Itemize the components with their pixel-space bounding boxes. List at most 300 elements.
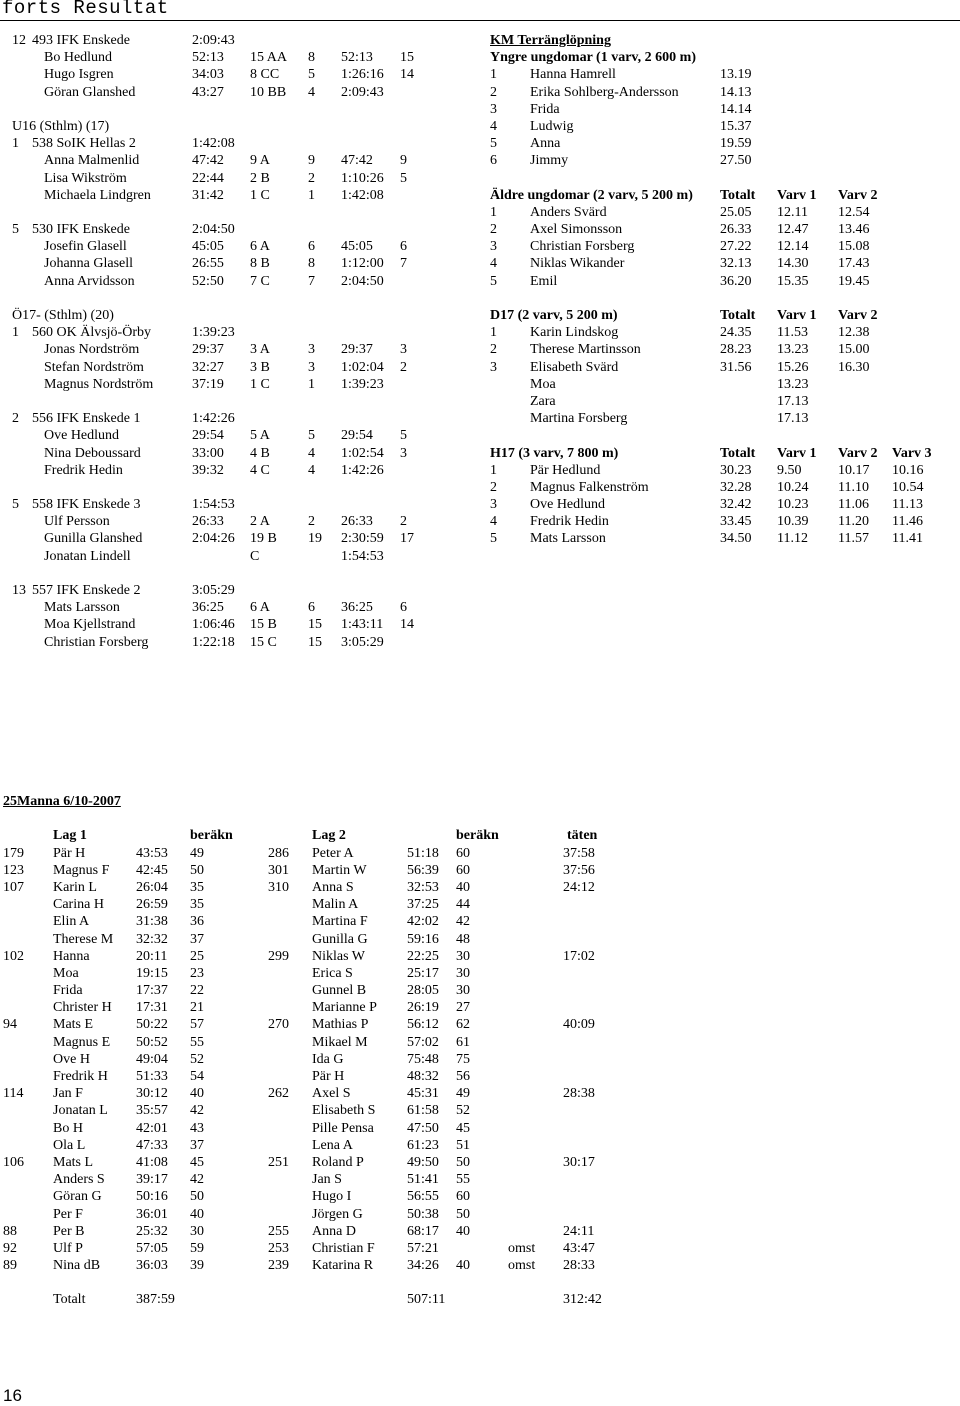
lag2-runner: Anna D [312,1223,356,1239]
result-row [490,152,960,169]
sum: 123 [3,862,24,878]
name: Christian Forsberg [530,239,635,255]
taeten-time: 28:33 [563,1258,595,1274]
lag2-time: 57:02 [407,1034,439,1050]
lag2-beraekn: 49 [456,1086,470,1102]
total: 33.45 [720,514,752,530]
leg-time: 1:06:46 [192,617,235,633]
total-rank: 6 [400,600,407,616]
lag2-runner: Axel S [312,1086,351,1102]
team-name: 493 IFK Enskede [32,33,130,48]
total-rank: 5 [400,170,407,186]
lag2-runner: Mikael M [312,1034,368,1050]
lap-1: 10.39 [777,514,809,530]
lap-1: 11.12 [777,531,808,547]
lag1-time: 25:32 [136,1223,168,1239]
manna-row [0,948,960,965]
manna-row [0,1240,960,1257]
lag2-beraekn: 75 [456,1051,470,1067]
lag1-time: 20:11 [136,948,168,964]
lap-1: 11.53 [777,325,808,341]
lag2-time: 22:25 [407,948,439,964]
runner-row [12,530,482,547]
page-number: 16 [3,1386,22,1405]
lag1-beraekn: 30 [190,1223,204,1239]
manna-totals [0,1291,960,1308]
spacer [12,101,482,118]
sum: 179 [3,845,24,861]
section-title: Äldre ungdomar (2 varv, 5 200 m) [490,187,693,203]
total-rank: 3 [400,445,407,461]
result-row [490,376,960,393]
lag1-beraekn: 37 [190,1137,204,1153]
manna-row [0,1016,960,1033]
lag2-time: 49:50 [407,1154,439,1170]
lag2-runner: Gunnel B [312,983,367,999]
lag2-beraekn: 50 [456,1206,470,1222]
lag1-header: Lag 1 [53,828,87,844]
team-position: 1 [12,325,19,341]
sum2: 255 [268,1223,289,1239]
lap-1: 10.24 [777,479,809,495]
team-position: 2 [12,411,19,427]
sum: 94 [3,1017,17,1033]
section-title: Yngre ungdomar (1 varv, 2 600 m) [490,50,696,66]
lap-1: 13.23 [777,376,809,392]
lag1-runner: Jan F [53,1086,83,1102]
name: Fredrik Hedin [530,514,609,530]
runner-row [12,634,482,651]
team-time: 1:39:23 [192,325,235,341]
lag2-runner: Gunilla G [312,931,368,947]
lap-2: 15.00 [838,342,870,358]
runner-row [12,341,482,358]
spacer [490,290,960,307]
name: Anders Svärd [530,204,607,220]
manna-row [0,896,960,913]
total-rank: 2 [400,359,407,375]
leg-place: 3 B [250,359,270,375]
lag1-beraekn: 21 [190,1000,204,1016]
total-time: 1:12:00 [341,256,384,272]
team-time: 2:09:43 [192,33,235,48]
lag2-runner: Mathias P [312,1017,369,1033]
team-position: 5 [12,497,19,513]
lap-1: 12.11 [777,204,808,220]
lag2-beraekn: 56 [456,1069,470,1084]
total-time: 1:43:11 [341,617,384,633]
total-time: 1:26:16 [341,67,384,83]
manna-row [0,1257,960,1274]
runner-name: Michaela Lindgren [44,187,151,203]
spacer [12,565,482,582]
lap-1: 10.23 [777,497,809,513]
lag1-beraekn: 43 [190,1120,204,1136]
leg-time: 31:42 [192,187,224,203]
leg-place: 10 BB [250,84,287,100]
leg-place: 8 CC [250,67,280,83]
lag2-runner: Jörgen G [312,1206,363,1222]
place: 2 [490,342,497,358]
total-rank: 2 [400,514,407,530]
leg-time: 26:33 [192,514,224,530]
place: 6 [490,153,497,169]
column-header: Totalt [720,445,756,461]
total: 15.37 [720,118,752,134]
lag1-runner: Nina dB [53,1258,101,1274]
taeten-time: 37:56 [563,862,595,878]
km-title [490,32,960,49]
place: 5 [490,136,497,152]
lag2-time: 45:31 [407,1086,439,1102]
lag2-time: 57:21 [407,1240,439,1256]
leg-rank: 6 [308,600,315,616]
runner-name: Christian Forsberg [44,634,149,650]
leg-place: 5 A [250,428,270,444]
lag2-time: 37:25 [407,897,439,913]
lag1-time: 50:22 [136,1017,168,1033]
total-time: 2:30:59 [341,531,384,547]
note: omst [508,1240,536,1256]
lag1-runner: Ola L [53,1137,86,1153]
lag1-beraekn: 35 [190,879,204,895]
lag1-runner: Christer H [53,1000,112,1016]
leg-place: 9 A [250,153,270,169]
team-name: 556 IFK Enskede 1 [32,411,141,427]
leg-rank: 15 [308,617,322,633]
lag1-runner: Magnus F [53,862,110,878]
taeten-time: 28:38 [563,1086,595,1102]
sum: 102 [3,948,24,964]
lag1-time: 49:04 [136,1051,168,1067]
taeten-time: 24:12 [563,879,595,895]
runner-row [12,462,482,479]
runner-row [12,513,482,530]
total-time: 1:42:26 [341,462,384,478]
lag2-beraekn: 40 [456,1258,470,1274]
leg-rank: 4 [308,445,315,461]
lag2-beraekn: 55 [456,1172,470,1188]
section-header [490,307,960,324]
lap-2: 11.20 [838,514,869,530]
km-terranglopning [490,32,960,548]
leg-place: 15 C [250,634,277,650]
total: 14.14 [720,101,752,117]
runner-name: Lisa Wikström [44,170,127,186]
lag2-runner: Roland P [312,1154,364,1170]
lag1-time: 35:57 [136,1103,168,1119]
leg-time: 47:42 [192,153,224,169]
leg-rank: 3 [308,342,315,358]
lag1-runner: Ove H [53,1051,90,1067]
name: Karin Lindskog [530,325,619,341]
lap-2: 12.38 [838,325,870,341]
total: 25.05 [720,204,752,220]
lag1-time: 42:45 [136,862,168,878]
lag2-runner: Katarina R [312,1258,374,1274]
sum: 88 [3,1223,17,1239]
lag2-beraekn: 45 [456,1120,470,1136]
leg-time: 39:32 [192,462,224,478]
lag2-beraekn: 42 [456,914,470,930]
lag2-beraekn: 30 [456,983,470,999]
section-header [490,49,960,66]
lag1-time: 39:17 [136,1172,168,1188]
lag1-time: 36:01 [136,1206,168,1222]
lag2-time: 51:41 [407,1172,439,1188]
runner-name: Anna Arvidsson [44,273,135,289]
lag1-runner: Fredrik H [53,1069,108,1084]
result-row [490,255,960,272]
name: Magnus Falkenström [530,479,649,495]
leg-place: 15 AA [250,50,287,66]
taeten-time: 37:58 [563,845,595,861]
lag2-time: 56:12 [407,1017,439,1033]
class-title-text: Ö17- (Sthlm) (20) [12,308,114,323]
lag2-runner: Lena A [312,1137,353,1153]
total-rank: 14 [400,67,414,83]
place: 4 [490,514,497,530]
lag2-runner: Pär H [312,1069,345,1084]
lag1-beraekn: 22 [190,983,204,999]
leg-rank: 2 [308,514,315,530]
team-name: 530 IFK Enskede [32,222,130,238]
result-row [490,341,960,358]
name: Anna [530,136,561,152]
leg-place: 2 A [250,514,270,530]
name: Zara [530,393,556,409]
lag2-time: 61:58 [407,1103,439,1119]
lag1-runner: Bo H [53,1120,83,1136]
leg-place: 2 B [250,170,270,186]
lap-1: 12.47 [777,222,809,238]
total: 28.23 [720,342,752,358]
total-rank: 5 [400,428,407,444]
lag2-beraekn: 40 [456,1223,470,1239]
lag1-time: 42:01 [136,1120,168,1136]
total-time: 1:02:54 [341,445,384,461]
lag1-time: 19:15 [136,965,168,981]
total: 32.28 [720,479,752,495]
column-header: Totalt [720,187,756,203]
note: omst [508,1258,536,1274]
leg-rank: 7 [308,273,315,289]
leg-time: 29:54 [192,428,224,444]
runner-row [12,427,482,444]
lag1-runner: Carina H [53,897,104,913]
place: 1 [490,462,497,478]
place: 3 [490,239,497,255]
lag1-time: 17:31 [136,1000,168,1016]
lap-1: 13.23 [777,342,809,358]
lag1-runner: Therese M [53,931,114,947]
total: 26.33 [720,222,752,238]
runner-row [12,445,482,462]
lap-2: 19.45 [838,273,870,289]
name: Jimmy [530,153,569,169]
place: 1 [490,204,497,220]
name: Martina Forsberg [530,411,628,427]
lap-2: 11.10 [838,479,869,495]
total: 32.13 [720,256,752,272]
name: Frida [530,101,560,117]
manna-row [0,1068,960,1085]
result-row [490,101,960,118]
page-header: forts Resultat [2,0,169,19]
manna-row [0,1102,960,1119]
place: 3 [490,101,497,117]
manna-row [0,999,960,1016]
place: 3 [490,359,497,375]
lap-1: 14.30 [777,256,809,272]
lag2-beraekn: 60 [456,845,470,861]
total: 32.42 [720,497,752,513]
spacer [490,427,960,444]
lag2-time: 34:26 [407,1258,439,1274]
lag2-time: 61:23 [407,1137,439,1153]
lag1-runner: Göran G [53,1189,102,1205]
total-time: 2:09:43 [341,84,384,100]
lag1-time: 31:38 [136,914,168,930]
manna-row [0,1223,960,1240]
total-time: 1:02:04 [341,359,384,375]
runner-name: Stefan Nordström [44,359,144,375]
leg-time: 34:03 [192,67,224,83]
runner-name: Jonatan Lindell [44,548,131,564]
lap-2: 16.30 [838,359,870,375]
lap-1: 9.50 [777,462,802,478]
lag1-runner: Jonatan L [53,1103,108,1119]
sum2: 262 [268,1086,289,1102]
runner-name: Nina Deboussard [44,445,141,461]
manna-row [0,862,960,879]
manna-row [0,879,960,896]
team-row [12,496,482,513]
lap-1: 15.35 [777,273,809,289]
leg-rank: 4 [308,462,315,478]
sum2: 270 [268,1017,289,1033]
place: 2 [490,222,497,238]
lag2-beraekn: 40 [456,879,470,895]
team-position: 12 [12,33,26,48]
total: 27.22 [720,239,752,255]
total: 34.50 [720,531,752,547]
lag1-runner: Pär H [53,845,86,861]
result-row [490,118,960,135]
leg-time: 26:55 [192,256,224,272]
lag1-beraekn: 45 [190,1154,204,1170]
sum: 114 [3,1086,24,1102]
column-header: Varv 1 [777,308,817,323]
sum: 92 [3,1240,17,1256]
lag2-beraekn: 48 [456,931,470,947]
total-time: 1:42:08 [341,187,384,203]
lag1-beraekn: 35 [190,897,204,913]
leg-place: 15 B [250,617,277,633]
taeten-time: 24:11 [563,1223,595,1239]
lag1-beraekn: 37 [190,931,204,947]
leg-rank: 6 [308,239,315,255]
leg-time: 32:27 [192,359,224,375]
section-title: D17 (2 varv, 5 200 m) [490,308,618,323]
lag1-time: 50:52 [136,1034,168,1050]
runner-row [12,273,482,290]
result-row [490,84,960,101]
lag1-runner: Magnus E [53,1034,111,1050]
lag1-runner: Frida [53,983,83,999]
runner-name: Ove Hedlund [44,428,120,444]
place: 2 [490,479,497,495]
result-row [490,513,960,530]
lag2-header: Lag 2 [312,828,346,844]
runner-name: Moa Kjellstrand [44,617,136,633]
leg-place: 7 C [250,273,270,289]
lag2-runner: Peter A [312,845,354,861]
leg-rank: 5 [308,428,315,444]
header-rule [0,20,960,21]
name: Moa [530,376,556,392]
name: Niklas Wikander [530,256,625,272]
runner-name: Josefin Glasell [44,239,127,255]
manna-results [0,793,960,1309]
taeten-time: 17:02 [563,948,595,964]
lag1-beraekn: 40 [190,1086,204,1102]
lag2-beraekn: 52 [456,1103,470,1119]
manna-row [0,1188,960,1205]
place: 2 [490,84,497,100]
leg-rank: 3 [308,359,315,375]
runner-row [12,548,482,565]
runner-name: Bo Hedlund [44,50,113,66]
lag1-beraekn: 40 [190,1206,204,1222]
leg-place: 1 C [250,187,270,203]
manna-row [0,1171,960,1188]
result-row [490,204,960,221]
manna-row [0,1137,960,1154]
lag1-beraekn: 57 [190,1017,204,1033]
runner-name: Johanna Glasell [44,256,134,272]
total-rank: 3 [400,342,407,358]
manna-row [0,1034,960,1051]
lag1-beraekn: 42 [190,1172,204,1188]
lag2-beraekn: 60 [456,1189,470,1205]
manna-row [0,1051,960,1068]
result-row [490,496,960,513]
leg-place: 19 B [250,531,277,547]
lag1-runner: Mats L [53,1154,94,1170]
runner-row [12,187,482,204]
team-row [12,32,482,49]
name: Hanna Hamrell [530,67,616,83]
total: 13.19 [720,67,752,83]
lag1-beraekn: 25 [190,948,204,964]
lag1-time: 57:05 [136,1240,168,1256]
lag1-time: 50:16 [136,1189,168,1205]
taeten-time: 43:47 [563,1240,595,1256]
lag1-beraekn: 36 [190,914,204,930]
runner-row [12,152,482,169]
total-time: 26:33 [341,514,373,530]
beraekn1-header: beräkn [190,828,233,844]
leg-rank: 8 [308,50,315,66]
runner-name: Mats Larsson [44,600,120,616]
lag2-beraekn: 60 [456,862,470,878]
column-header: Varv 2 [838,187,878,203]
runner-row [12,599,482,616]
total-time: 29:37 [341,342,373,358]
lag2-beraekn: 61 [456,1034,470,1050]
total: 24.35 [720,325,752,341]
